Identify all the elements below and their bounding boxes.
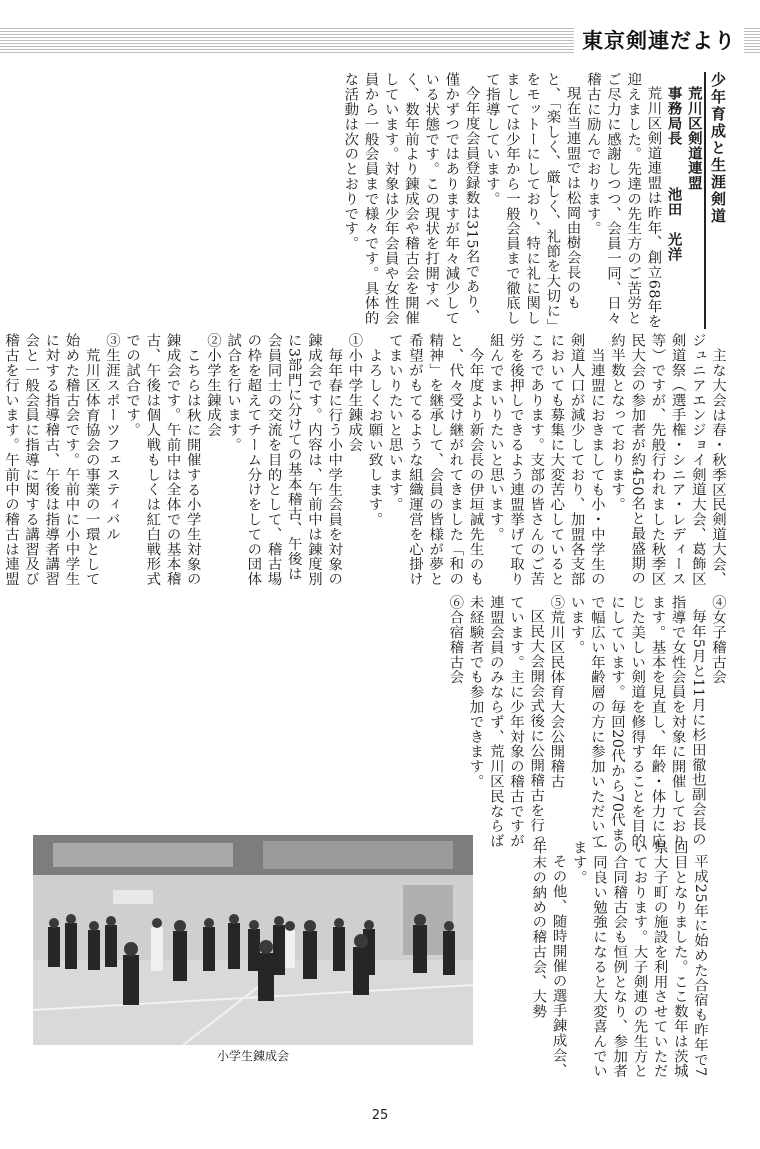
paragraph: よろしくお願い致します。 bbox=[366, 347, 383, 527]
newsletter-title: 東京剣連だより bbox=[574, 26, 744, 56]
author-organization: 荒川区剣道連盟 bbox=[685, 86, 702, 191]
paragraph: 今年度会員登録数は315名であり、僅かずつではありますが年々減少している状態です。この現状を打開すべく、数年前より錬成会や稽古会を開催しています。対象は少年会員や女性会員から一般会員まで様々です。具体的な活動は次のとおりです。 bbox=[342, 72, 480, 326]
activity-heading: ①小中学生錬成会 bbox=[346, 333, 363, 453]
author-line bbox=[663, 72, 683, 329]
paragraph: 現在当連盟では松岡由樹会長のもと、「楽しく、厳しく、礼節を大切に」をモットーにしており、特に礼に関しましては少年から一般会員まで徹底して指導しています。 bbox=[483, 72, 581, 326]
author-role: 事務局長 bbox=[665, 86, 682, 146]
article-heading: 少年育成と生涯剣道 bbox=[704, 72, 728, 329]
paragraph: 当連盟におきましても小・中学生の剣道人口が減少しており、加盟各支部においても募集に大変苦心しているところであります。支部の皆さんのご苦労を後押しできるよう連盟挙げて取り組んでまいりたいと思います。 bbox=[487, 333, 605, 587]
activity-heading: ④女子稽古会 bbox=[710, 594, 726, 685]
article-tier-4 bbox=[486, 840, 710, 1090]
paragraph: 主な大会は春・秋季区民剣道大会、ジュニアエンジョイ剣道大会、葛飾区剣道祭（選手権・シニア・レディース等）ですが、先般行われました秋季区民大会の参加者が約450名と最盛期の約半数となっております。 bbox=[608, 333, 726, 587]
paragraph: 今年度より新会長の伊垣誠先生のもと、代々受け継がれてきました「和の精神」を継承して、会員の皆様が夢と希望がもてるような組織運営を心掛けてまいりたいと思います。 bbox=[386, 333, 484, 587]
paragraph: 荒川区剣道連盟は昨年、創立68年を迎えました。先達の先生方のご苦労とご尽力に感謝しつつ、会員一同、日々稽古に励んでおります。 bbox=[584, 72, 662, 330]
activity-text: 毎年春に行う小中学生会員を対象の錬成会です。内容は、午前中は錬度別に3部門に分けての基本稽古、午後は会員同士の交流を目的として、稽古場の枠を超えてチーム分けをしての団体試合を行います。 bbox=[225, 333, 343, 587]
activity-heading: ②小学生錬成会 bbox=[204, 333, 221, 438]
activity-text: 平成25年に始めた合宿も昨年で7回目となりました。ここ数年は茨城県大子町の施設を利用させていただいております。大子剣連の先生方との合同稽古会も恒例となり、参加者一同良い勉強になると大変喜んでいます。 bbox=[570, 840, 708, 1079]
activity-heading: ③生涯スポーツフェスティバル bbox=[103, 333, 120, 542]
article-body bbox=[2, 72, 728, 852]
activity-text: 荒川区体育協会の事業の一環として始めた稽古会です。午前中に小中学生に対する指導稽古、午後は指導者講習会と一般会員に指導に関する講習及び稽古を行います。午前中の稽古は連盟 bbox=[2, 333, 100, 587]
activity-text: こちらは秋に開催する小学生対象の錬成会です。午前中は全体での基本稽古、午後は個人戦もしくは紅白戦形式での試合です。 bbox=[124, 333, 201, 587]
article-tier-3 bbox=[28, 595, 728, 852]
page-number: 25 bbox=[371, 1108, 389, 1123]
activity-heading: ⑤荒川区民体育大会公開稽古 bbox=[548, 594, 565, 789]
gymnasium-illustration bbox=[33, 835, 473, 1045]
author-name: 池田 光洋 bbox=[665, 186, 682, 262]
kendo-practice-photo bbox=[33, 835, 473, 1045]
activity-text: 区民大会開会式後に公開稽古を行っています。主に少年対象の稽古ですが連盟会員のみならず、荒川区民ならば未経験者でも参加できます。 bbox=[467, 594, 545, 848]
article-tier-2 bbox=[2, 333, 728, 590]
activity-text: 毎年5月と11月に杉田徹也副会長の指導で女性会員を対象に開催しております。基本を見直し、年齢・体力に応じた美しい剣道を修得することを目的にしています。毎回20代から70代まで幅広い年齢層の方に参加いただいています。 bbox=[568, 594, 706, 848]
article-tier-1 bbox=[28, 72, 728, 329]
closing-paragraph: その他、随時開催の選手錬成会、年末の納めの稽古会、大勢 bbox=[530, 840, 567, 1078]
activity-heading: ⑥合宿稽古会 bbox=[447, 594, 464, 685]
photo-caption: 小学生錬成会 bbox=[216, 1049, 289, 1063]
